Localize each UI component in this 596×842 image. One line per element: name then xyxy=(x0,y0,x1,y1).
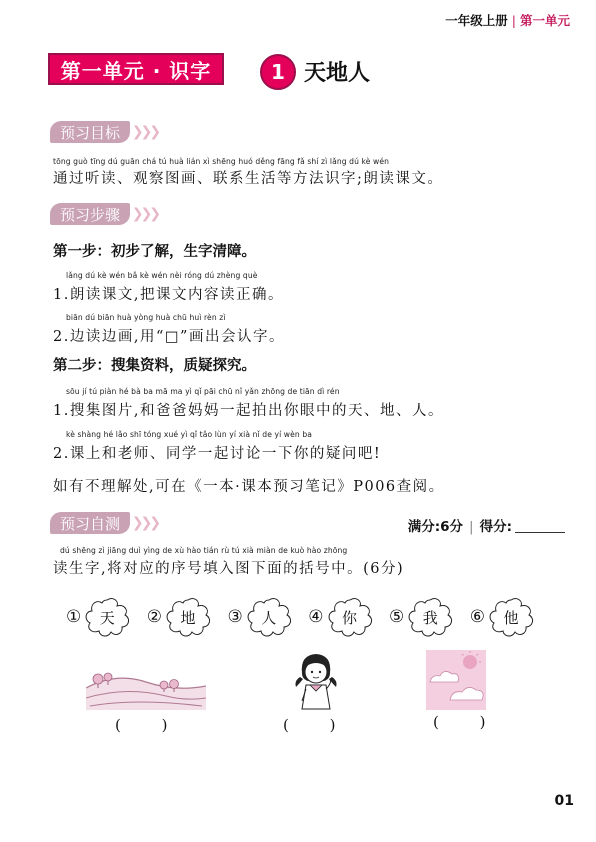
option-character: 天 xyxy=(99,608,115,627)
reference-note: 如有不理解处,可在《一本·课本预习笔记》P006查阅。 xyxy=(53,479,445,495)
section-badge-steps: 预习步骤 xyxy=(50,203,130,225)
option-4 xyxy=(308,596,374,638)
option-number: ③ xyxy=(227,607,243,627)
running-header xyxy=(445,11,570,29)
header-divider: | xyxy=(511,13,516,28)
option-character: 他 xyxy=(503,608,519,627)
chevrons-icon: ❯❯❯ xyxy=(130,124,159,140)
option-3 xyxy=(228,596,294,638)
step1-item2-pinyin: biān dú biān huà yòng huà chū huì rèn zì xyxy=(66,313,226,322)
flower-icon xyxy=(325,596,375,638)
test-instruction: 读生字,将对应的序号填入图下面的括号中。(6分) xyxy=(53,561,405,577)
option-number: ⑥ xyxy=(469,607,485,627)
answer-slot-sky[interactable]: ( ) xyxy=(433,713,504,731)
answer-slot-person[interactable]: ( ) xyxy=(283,716,354,734)
step1-heading: 第一步：初步了解，生字清障。 xyxy=(53,244,256,260)
option-character: 你 xyxy=(341,608,357,627)
section-goal-header xyxy=(50,121,158,143)
step1-item1: 1.朗读课文,把课文内容读正确。 xyxy=(53,287,284,303)
section-test-header xyxy=(50,512,158,534)
score-divider: | xyxy=(469,519,474,535)
header-unit: 第一单元 xyxy=(519,13,570,28)
step1-item2: 2.边读边画,用“□”画出会认字。 xyxy=(53,329,285,345)
section-badge-test: 预习自测 xyxy=(50,512,130,534)
score-blank[interactable] xyxy=(515,532,565,533)
section-badge-goal: 预习目标 xyxy=(50,121,130,143)
option-number: ④ xyxy=(308,607,324,627)
chevrons-icon: ❯❯❯ xyxy=(130,515,159,531)
section-steps-header xyxy=(50,203,158,225)
test-pinyin: dú shēng zì jiāng duì yìng de xù hào tián rù tú xià miàn de kuò hào zhōng xyxy=(60,546,348,555)
unit-title: 第一单元 · 识字 xyxy=(48,53,224,85)
step2-item1-pinyin: sōu jí tú piàn hé bà ba mā ma yì qǐ pāi chū nǐ yǎn zhōng de tiān dì rén xyxy=(66,387,340,396)
step2-item2-pinyin: kè shàng hé lǎo shī tóng xué yì qǐ tǎo lùn yí xià nǐ de yí wèn ba xyxy=(66,430,312,439)
chevrons-icon: ❯❯❯ xyxy=(130,206,159,222)
goal-text: 通过听读、观察图画、联系生活等方法识字;朗读课文。 xyxy=(53,171,444,187)
option-character: 地 xyxy=(180,608,196,627)
option-character: 我 xyxy=(422,608,438,627)
full-score: 满分:6分 xyxy=(407,519,464,535)
character-options xyxy=(66,596,536,638)
flower-icon xyxy=(163,596,213,638)
flower-icon xyxy=(82,596,132,638)
option-6 xyxy=(470,596,536,638)
picture-sky xyxy=(426,650,486,714)
step2-item1: 1.搜集图片,和爸爸妈妈一起拍出你眼中的天、地、人。 xyxy=(53,403,444,419)
answer-slot-earth[interactable]: ( ) xyxy=(115,716,186,734)
step2-heading: 第二步：搜集资料，质疑探究。 xyxy=(53,358,256,374)
option-1 xyxy=(66,596,132,638)
score-box xyxy=(408,515,512,535)
step1-item1-pinyin: lǎng dú kè wén bǎ kè wén nèi róng dú zhèng què xyxy=(66,271,258,280)
option-number: ② xyxy=(146,607,162,627)
picture-person xyxy=(286,651,346,717)
page-number: 01 xyxy=(554,793,574,809)
header-grade: 一年级上册 xyxy=(445,13,508,28)
step2-item2: 2.课上和老师、同学一起讨论一下你的疑问吧! xyxy=(53,446,382,462)
option-number: ① xyxy=(66,607,82,627)
lesson-title: 天地人 xyxy=(304,61,371,86)
goal-pinyin: tōng guò tīng dú guān chá tú huà lián xì shēng huó děng fāng fǎ shí zì lǎng dú kè wén xyxy=(53,157,390,166)
option-2 xyxy=(147,596,213,638)
flower-icon xyxy=(486,596,536,638)
option-5 xyxy=(389,596,455,638)
option-number: ⑤ xyxy=(389,607,405,627)
picture-earth xyxy=(86,668,206,714)
flower-icon xyxy=(244,596,294,638)
option-character: 人 xyxy=(261,608,277,627)
lesson-number-badge: 1 xyxy=(260,54,296,90)
flower-icon xyxy=(405,596,455,638)
score-label: 得分: xyxy=(479,519,512,535)
